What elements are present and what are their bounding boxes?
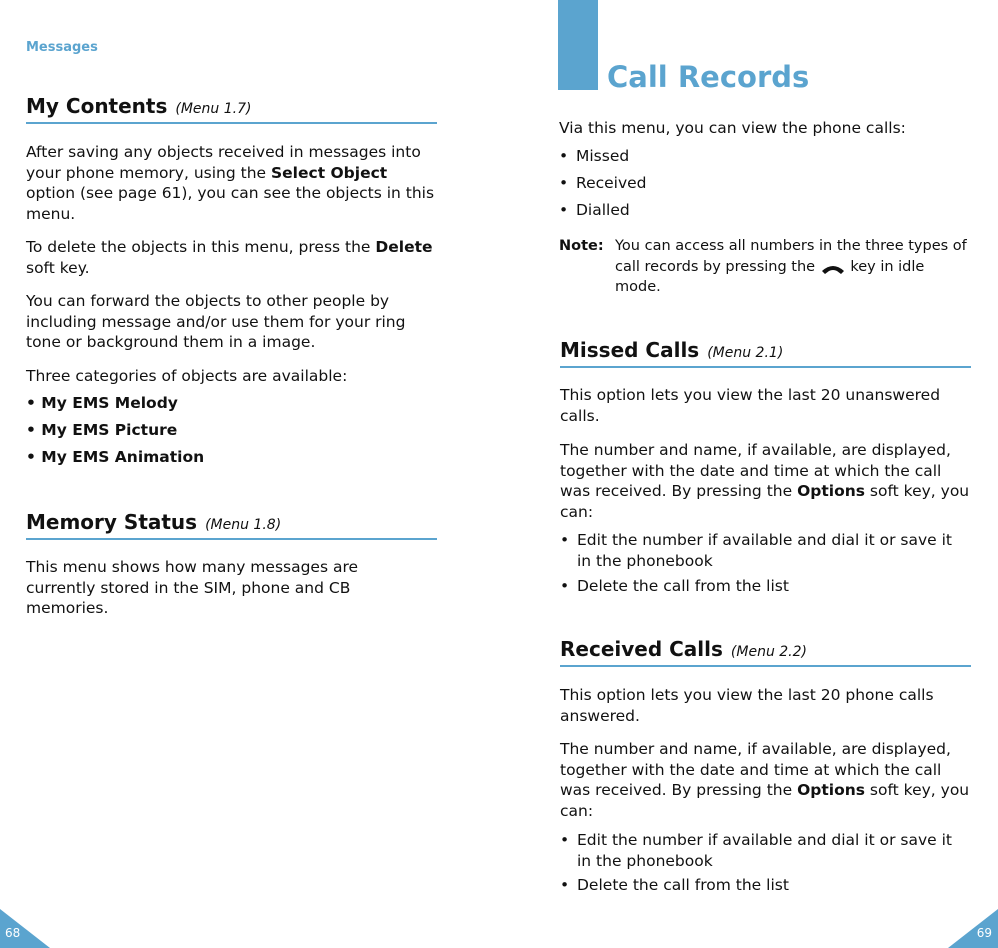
my-contents-paragraph-4: Three categories of objects are available: (26, 367, 348, 385)
my-contents-heading (26, 94, 251, 118)
right-page (499, 0, 998, 948)
phone-handset-icon (820, 261, 846, 273)
category-item: • My EMS Animation (26, 448, 205, 466)
received-calls-paragraph-1: This option lets you view the last 20 phone calls answered. (560, 686, 934, 725)
note (559, 236, 969, 298)
section-rule (26, 122, 437, 124)
option-item: • Delete the call from the list (560, 577, 789, 595)
option-item: • Edit the number if available and dial it or save it in the phonebook (560, 831, 952, 870)
category-item: • My EMS Melody (26, 394, 178, 412)
memory-status-paragraph: This menu shows how many messages are currently stored in the SIM, phone and CB memories. (26, 558, 359, 617)
section-rule (560, 665, 971, 667)
missed-calls-title: Missed Calls (560, 338, 700, 362)
missed-calls-heading (560, 338, 783, 362)
call-type-item: • Received (559, 174, 647, 192)
missed-calls-menu-ref: (Menu 2.1) (707, 345, 784, 361)
section-rule (560, 366, 971, 368)
memory-status-menu-ref: (Menu 1.8) (205, 517, 282, 533)
my-contents-paragraph-2: To delete the objects in this menu, press the Delete soft key. (26, 238, 433, 277)
option-item: • Edit the number if available and dial it or save it in the phonebook (560, 531, 952, 570)
category-item: • My EMS Picture (26, 421, 178, 439)
my-contents-menu-ref: (Menu 1.7) (175, 101, 252, 117)
page-number: 69 (976, 926, 992, 940)
memory-status-heading (26, 510, 281, 534)
chapter-bar (558, 0, 598, 90)
running-head: Messages (26, 40, 98, 55)
note-text: You can access all numbers in the three types of call records by pressing the key in idle mode. (615, 238, 967, 295)
intro-paragraph: Via this menu, you can view the phone calls: (559, 119, 906, 137)
received-calls-title: Received Calls (560, 637, 723, 661)
my-contents-paragraph-1: After saving any objects received in messages into your phone memory, using the Select Object option (see page 61), you can see the objects in this menu. (26, 143, 435, 223)
received-calls-heading (560, 637, 807, 661)
call-type-item: • Dialled (559, 201, 630, 219)
note-label: Note: (559, 238, 604, 254)
missed-calls-paragraph-2: The number and name, if available, are displayed, together with the date and time at which the call was received. By pressing the Options soft key, you can: (560, 441, 970, 521)
option-item: • Delete the call from the list (560, 876, 789, 894)
received-calls-menu-ref: (Menu 2.2) (730, 644, 807, 660)
received-calls-paragraph-2: The number and name, if available, are displayed, together with the date and time at which the call was received. By pressing the Options soft key, you can: (560, 740, 970, 820)
page-number-badge (948, 909, 998, 948)
memory-status-title: Memory Status (26, 510, 198, 534)
page-number-badge (0, 909, 50, 948)
page-number: 68 (5, 926, 21, 940)
chapter-title: Call Records (607, 60, 810, 94)
my-contents-title: My Contents (26, 94, 168, 118)
my-contents-paragraph-3: You can forward the objects to other people by including message and/or use them for your ring tone or background them in a image. (26, 292, 406, 351)
missed-calls-paragraph-1: This option lets you view the last 20 unanswered calls. (560, 386, 941, 425)
call-type-item: • Missed (559, 147, 630, 165)
section-rule (26, 538, 437, 540)
